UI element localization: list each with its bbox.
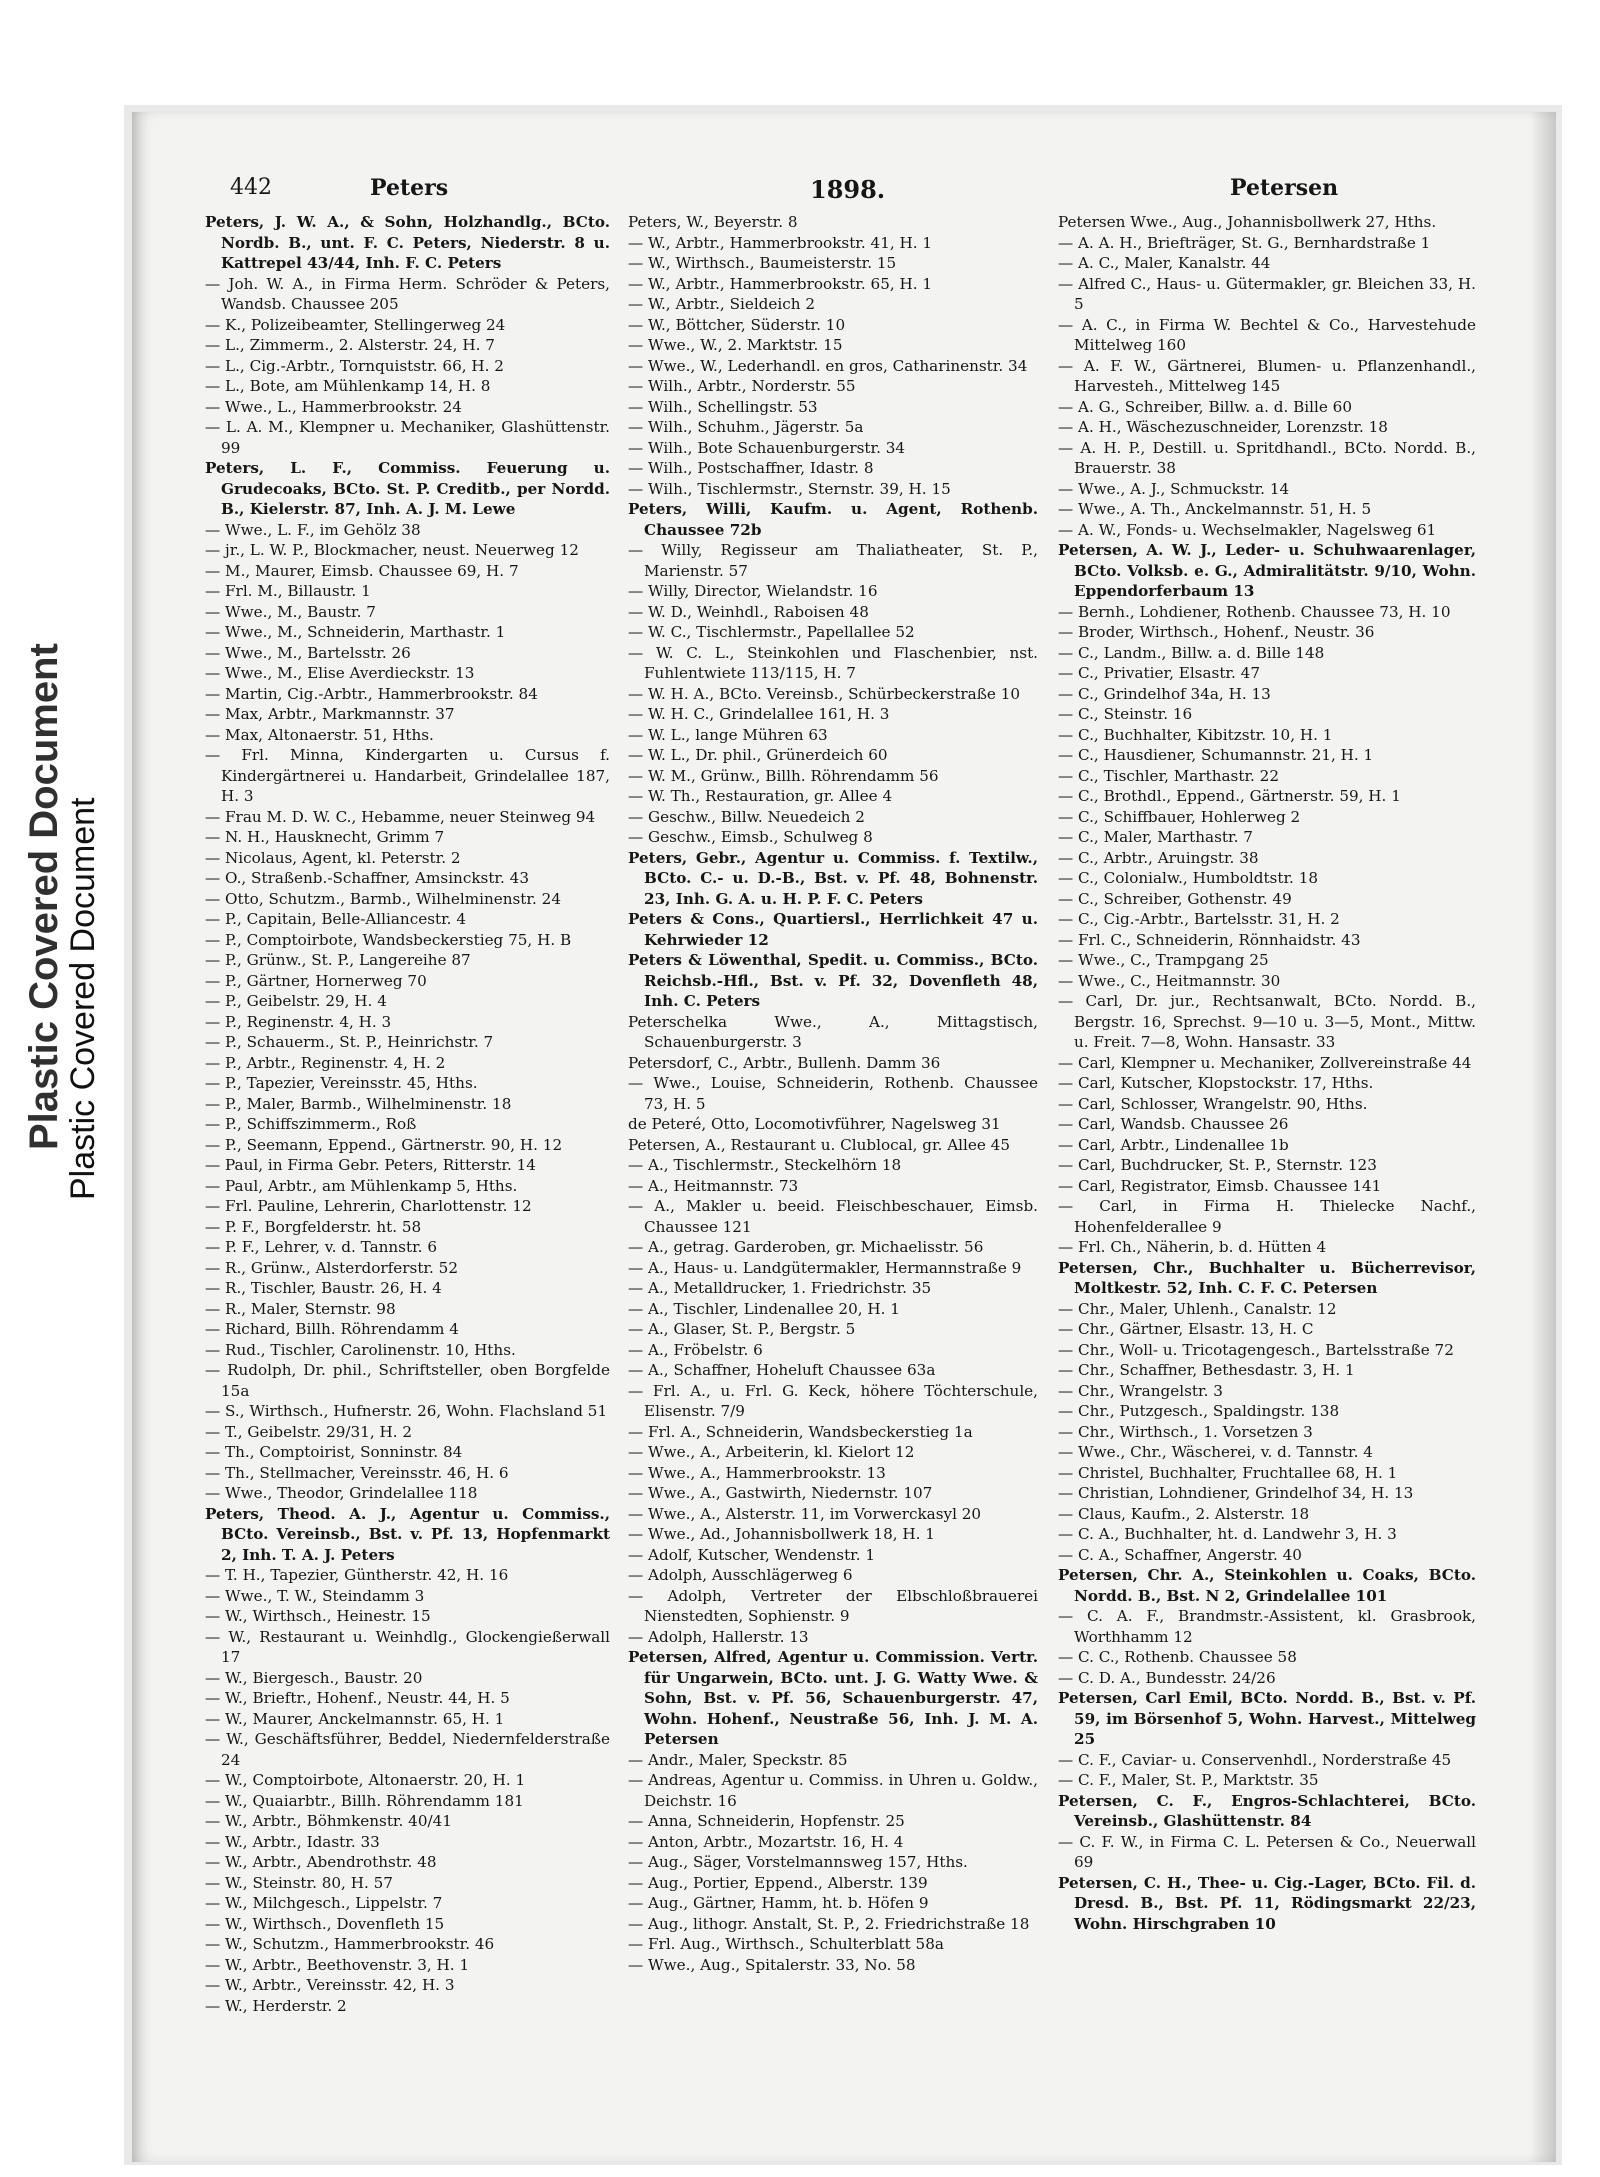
directory-entry: — R., Grünw., Alsterdorferstr. 52: [205, 1258, 459, 1277]
directory-entry: — C., Steinstr. 16: [1058, 705, 1193, 723]
directory-entry: — R., Tischler, Baustr. 26, H. 4: [205, 1279, 442, 1297]
directory-entry: — Carl, Klempner u. Mechaniker, Zollvereinstraße 44: [1058, 1053, 1472, 1072]
directory-entry: — C., Hausdiener, Schumannstr. 21, H. 1: [1058, 746, 1374, 764]
directory-entry: — P., Maler, Barmb., Wilhelminenstr. 18: [205, 1094, 512, 1113]
directory-entry: — Christian, Lohndiener, Grindelhof 34, H. 13: [1058, 1484, 1414, 1502]
directory-entry: — W., Arbtr., Hammerbrookstr. 65, H. 1: [628, 274, 933, 293]
directory-entry: — W., Arbtr., Hammerbrookstr. 41, H. 1: [628, 233, 933, 252]
directory-entry: — Wwe., Louise, Schneiderin, Rothenb. Chaussee 73, H. 5: [628, 1074, 1038, 1113]
directory-entry: — Rudolph, Dr. phil., Schriftsteller, oben Borgfelde 15a: [205, 1361, 610, 1400]
directory-entry: — P., Seemann, Eppend., Gärtnerstr. 90, H. 12: [205, 1135, 563, 1154]
directory-entry: — Aug., Säger, Vorstelmannsweg 157, Hths.: [628, 1853, 968, 1871]
directory-entry: — R., Maler, Sternstr. 98: [205, 1299, 396, 1318]
directory-entry: — Adolph, Vertreter der Elbschloßbrauerei Nienstedten, Sophienstr. 9: [628, 1586, 1038, 1625]
directory-entry: — P., Arbtr., Reginenstr. 4, H. 2: [205, 1053, 446, 1072]
directory-entry: — Wwe., M., Schneiderin, Marthastr. 1: [205, 623, 506, 641]
directory-entry: — W., Arbtr., Sieldeich 2: [628, 295, 816, 313]
directory-entry: — A., Schaffner, Hoheluft Chaussee 63a: [628, 1361, 936, 1379]
directory-entry: — W., Milchgesch., Lippelstr. 7: [205, 1894, 443, 1912]
directory-entry: — W., Biergesch., Baustr. 20: [205, 1668, 423, 1687]
directory-entry: — Wwe., M., Bartelsstr. 26: [205, 643, 411, 662]
directory-entry: — C., Schiffbauer, Hohlerweg 2: [1058, 807, 1301, 826]
directory-entry: — A. C., Maler, Kanalstr. 44: [1058, 254, 1271, 272]
directory-entry: — C. A., Schaffner, Angerstr. 40: [1058, 1545, 1302, 1564]
directory-entry: — W., Restaurant u. Weinhdlg., Glockengießerwall 17: [205, 1627, 610, 1666]
directory-entry: — A., Metalldrucker, 1. Friedrichstr. 35: [628, 1279, 932, 1297]
directory-entry: — W. Th., Restauration, gr. Allee 4: [628, 787, 893, 805]
directory-entry: — Wwe., Ad., Johannisbollwerk 18, H. 1: [628, 1525, 935, 1543]
directory-entry: — P., Geibelstr. 29, H. 4: [205, 992, 387, 1010]
directory-entry: — Wwe., T. W., Steindamm 3: [205, 1586, 425, 1605]
directory-entry: — C., Schreiber, Gothenstr. 49: [1058, 889, 1292, 908]
directory-entry: — A., Makler u. beeid. Fleischbeschauer, Eimsb. Chaussee 121: [628, 1197, 1038, 1236]
directory-entry: — P., Capitain, Belle-Alliancestr. 4: [205, 910, 467, 928]
directory-entry: Petersen, A., Restaurant u. Clublocal, gr. Allee 45: [628, 1135, 1010, 1154]
running-head: [230, 175, 1360, 205]
directory-entry: — Wilh., Schellingstr. 53: [628, 397, 818, 416]
directory-entry: — Wwe., L. F., im Gehölz 38: [205, 520, 421, 539]
directory-entry: — C., Buchhalter, Kibitzstr. 10, H. 1: [1058, 725, 1333, 744]
directory-entry: — Andr., Maler, Speckstr. 85: [628, 1750, 848, 1769]
directory-entry: — W. L., lange Mühren 63: [628, 725, 828, 744]
directory-entry: — Carl, in Firma H. Thielecke Nachf., Hohenfelderallee 9: [1058, 1197, 1476, 1236]
directory-entry: — W. C. L., Steinkohlen und Flaschenbier, nst. Fuhlentwiete 113/115, H. 7: [628, 643, 1038, 682]
directory-entry: — P. F., Borgfelderstr. ht. 58: [205, 1217, 422, 1236]
directory-entry: — W., Steinstr. 80, H. 57: [205, 1873, 393, 1892]
directory-entry: — Wwe., A., Hammerbrookstr. 13: [628, 1463, 886, 1482]
directory-entry: — Frl. Ch., Näherin, b. d. Hütten 4: [1058, 1238, 1327, 1256]
directory-entry: Peters & Löwenthal, Spedit. u. Commiss., BCto. Reichsb.-Hfl., Bst. v. Pf. 32, Dovenfleth 48, Inh. C. Peters: [628, 951, 1038, 1010]
directory-entry: — W., Brieftr., Hohenf., Neustr. 44, H. 5: [205, 1689, 510, 1707]
directory-entry: Petersen, A. W. J., Leder- u. Schuhwaarenlager, BCto. Volksb. e. G., Admiralitätstr. 9/10, Wohn. Eppendorferbaum 13: [1058, 541, 1476, 600]
directory-entry: — Carl, Registrator, Eimsb. Chaussee 141: [1058, 1176, 1382, 1195]
directory-entry: — W. M., Grünw., Billh. Röhrendamm 56: [628, 766, 939, 785]
directory-entry: — N. H., Hausknecht, Grimm 7: [205, 828, 445, 846]
directory-entry: — P., Grünw., St. P., Langereihe 87: [205, 951, 471, 969]
directory-entry: Peters, Theod. A. J., Agentur u. Commiss., BCto. Vereinsb., Bst. v. Pf. 13, Hopfenmarkt 2, Inh. T. A. J. Peters: [205, 1504, 610, 1564]
directory-entry: — Adolph, Ausschlägerweg 6: [628, 1566, 853, 1584]
directory-entry: — A. H., Wäschezuschneider, Lorenzstr. 18: [1058, 418, 1388, 436]
directory-entry: — A. G., Schreiber, Billw. a. d. Bille 60: [1058, 397, 1353, 416]
directory-entry: — Carl, Kutscher, Klopstockstr. 17, Hths.: [1058, 1074, 1374, 1092]
directory-entry: — Th., Stellmacher, Vereinsstr. 46, H. 6: [205, 1463, 509, 1482]
directory-entry: — K., Polizeibeamter, Stellingerweg 24: [205, 315, 506, 334]
directory-entry: — Frl. M., Billaustr. 1: [205, 582, 371, 600]
directory-entry: — Wilh., Schuhm., Jägerstr. 5a: [628, 418, 864, 436]
directory-entry: — C. F., Caviar- u. Conservenhdl., Norderstraße 45: [1058, 1750, 1452, 1769]
directory-entry: — Wwe., W., Lederhandl. en gros, Catharinenstr. 34: [628, 356, 1028, 375]
directory-entry: — S., Wirthsch., Hufnerstr. 26, Wohn. Flachsland 51: [205, 1402, 608, 1420]
directory-entry: — Anna, Schneiderin, Hopfenstr. 25: [628, 1812, 905, 1830]
directory-entry: — A. F. W., Gärtnerei, Blumen- u. Pflanzenhandl., Harvesteh., Mittelweg 145: [1058, 356, 1476, 395]
directory-entry: — W. C., Tischlermstr., Papellallee 52: [628, 623, 915, 641]
directory-entry: — Chr., Gärtner, Elsastr. 13, H. C: [1058, 1320, 1314, 1338]
directory-entry: — C., Brothdl., Eppend., Gärtnerstr. 59, H. 1: [1058, 787, 1401, 805]
directory-entry: — Christel, Buchhalter, Fruchtallee 68, H. 1: [1058, 1463, 1398, 1482]
directory-entry: — Joh. W. A., in Firma Herm. Schröder & Peters, Wandsb. Chaussee 205: [205, 274, 610, 313]
directory-entry: Peters, Gebr., Agentur u. Commiss. f. Textilw., BCto. C.- u. D.-B., Bst. v. Pf. 48, Bohnenstr. 23, Inh. G. A. u. H. P. F. C. Peters: [628, 848, 1038, 908]
directory-entry: — W., Arbtr., Vereinsstr. 42, H. 3: [205, 1976, 455, 1994]
directory-entry: — A., Tischlermstr., Steckelhörn 18: [628, 1156, 902, 1174]
directory-entry: — P., Gärtner, Hornerweg 70: [205, 971, 427, 990]
directory-entry: — Frl. Minna, Kindergarten u. Cursus f. Kindergärtnerei u. Handarbeit, Grindelallee 187, H. 3: [205, 746, 610, 805]
directory-entry: — W., Wirthsch., Dovenfleth 15: [205, 1914, 445, 1933]
directory-entry: — A. A. H., Briefträger, St. G., Bernhardstraße 1: [1058, 233, 1431, 252]
directory-entry: — C., Landm., Billw. a. d. Bille 148: [1058, 643, 1325, 662]
directory-entry: — Andreas, Agentur u. Commiss. in Uhren u. Goldw., Deichstr. 16: [628, 1771, 1038, 1810]
directory-entry: — W., Wirthsch., Heinestr. 15: [205, 1607, 431, 1625]
directory-entry: Peterschelka Wwe., A., Mittagstisch, Schauenburgerstr. 3: [628, 1012, 1038, 1051]
directory-entry: — Wilh., Bote Schauenburgerstr. 34: [628, 438, 906, 457]
directory-entry: — Wwe., C., Heitmannstr. 30: [1058, 971, 1281, 990]
directory-entry: — Wwe., Chr., Wäscherei, v. d. Tannstr. 4: [1058, 1443, 1373, 1461]
directory-entry: Peters, W., Beyerstr. 8: [628, 213, 798, 231]
directory-entry: — Geschw., Billw. Neuedeich 2: [628, 807, 865, 826]
directory-entry: — Adolf, Kutscher, Wendenstr. 1: [628, 1545, 876, 1564]
directory-entry: — W., Wirthsch., Baumeisterstr. 15: [628, 254, 897, 272]
directory-entry: — Wwe., M., Elise Averdieckstr. 13: [205, 664, 475, 682]
directory-entry: — P., Comptoirbote, Wandsbeckerstieg 75, H. B: [205, 930, 572, 949]
directory-entry: — Rud., Tischler, Carolinenstr. 10, Hths.: [205, 1340, 516, 1359]
directory-entry: — O., Straßenb.-Schaffner, Amsinckstr. 43: [205, 869, 530, 887]
directory-entry: — C. A., Buchhalter, ht. d. Landwehr 3, H. 3: [1058, 1525, 1397, 1543]
cover-strip: [0, 0, 118, 2177]
directory-entry: — Frau M. D. W. C., Hebamme, neuer Steinweg 94: [205, 807, 596, 826]
directory-entry: — Chr., Schaffner, Bethesdastr. 3, H. 1: [1058, 1361, 1355, 1379]
directory-entry: — Paul, in Firma Gebr. Peters, Ritterstr. 14: [205, 1156, 536, 1174]
directory-entry: — L., Zimmerm., 2. Alsterstr. 24, H. 7: [205, 336, 495, 354]
directory-entry: — Frl. Aug., Wirthsch., Schulterblatt 58a: [628, 1935, 944, 1953]
directory-entry: — Max, Arbtr., Markmannstr. 37: [205, 705, 455, 723]
directory-entry: — Wwe., A. Th., Anckelmannstr. 51, H. 5: [1058, 500, 1372, 518]
directory-entry: — Alfred C., Haus- u. Gütermakler, gr. Bleichen 33, H. 5: [1058, 274, 1476, 313]
directory-entry: — Frl. A., Schneiderin, Wandsbeckerstieg 1a: [628, 1422, 973, 1441]
directory-entry: Petersdorf, C., Arbtr., Bullenh. Damm 36: [628, 1053, 941, 1072]
directory-entry: — A. W., Fonds- u. Wechselmakler, Nagelsweg 61: [1058, 520, 1437, 539]
directory-entry: Petersen, Carl Emil, BCto. Nordd. B., Bst. v. Pf. 59, im Börsenhof 5, Wohn. Harvest., Mittelweg 25: [1058, 1689, 1476, 1748]
directory-entry: — jr., L. W. P., Blockmacher, neust. Neuerweg 12: [205, 541, 579, 559]
directory-entry: — A., getrag. Garderoben, gr. Michaelisstr. 56: [628, 1238, 984, 1256]
directory-entry: — Aug., Portier, Eppend., Alberstr. 139: [628, 1873, 928, 1892]
directory-entry: — Carl, Schlosser, Wrangelstr. 90, Hths.: [1058, 1094, 1368, 1113]
directory-entry: — M., Maurer, Eimsb. Chaussee 69, H. 7: [205, 561, 519, 580]
directory-entry: Petersen, Chr. A., Steinkohlen u. Coaks, BCto. Nordd. B., Bst. N 2, Grindelallee 101: [1058, 1566, 1476, 1605]
directory-entry: — Th., Comptoirist, Sonninstr. 84: [205, 1443, 463, 1461]
directory-entry: — Frl. A., u. Frl. G. Keck, höhere Töchterschule, Elisenstr. 7/9: [628, 1381, 1038, 1420]
directory-entry: — Martin, Cig.-Arbtr., Hammerbrookstr. 84: [205, 684, 538, 703]
directory-entry: — C., Privatier, Elsastr. 47: [1058, 664, 1261, 682]
directory-entry: — C., Cig.-Arbtr., Bartelsstr. 31, H. 2: [1058, 910, 1340, 928]
directory-entry: — P., Schiffszimmerm., Roß: [205, 1115, 417, 1133]
directory-entry: — Frl. Pauline, Lehrerin, Charlottenstr. 12: [205, 1197, 532, 1215]
directory-entry: — P., Tapezier, Vereinsstr. 45, Hths.: [205, 1074, 478, 1092]
directory-entry: — Carl, Wandsb. Chaussee 26: [1058, 1115, 1289, 1133]
directory-entry: — Max, Altonaerstr. 51, Hths.: [205, 725, 434, 744]
directory-entry: — W., Quaiarbtr., Billh. Röhrendamm 181: [205, 1791, 524, 1810]
directory-entry: — W. H. C., Grindelallee 161, H. 3: [628, 705, 890, 723]
directory-entry: — Otto, Schutzm., Barmb., Wilhelminenstr. 24: [205, 889, 561, 908]
directory-entry: — T. H., Tapezier, Güntherstr. 42, H. 16: [205, 1566, 509, 1584]
directory-entry: — P., Schauerm., St. P., Heinrichstr. 7: [205, 1033, 494, 1051]
directory-entry: — Chr., Maler, Uhlenh., Canalstr. 12: [1058, 1299, 1337, 1318]
directory-entry: — Aug., Gärtner, Hamm, ht. b. Höfen 9: [628, 1894, 929, 1912]
directory-entry: — Willy, Director, Wielandstr. 16: [628, 582, 878, 600]
left-keyword: Peters: [370, 175, 449, 201]
directory-entry: — W., Maurer, Anckelmannstr. 65, H. 1: [205, 1709, 505, 1728]
directory-entry: — C. A. F., Brandmstr.-Assistent, kl. Grasbrook, Worthhamm 12: [1058, 1607, 1476, 1646]
directory-entry: Petersen, C. F., Engros-Schlachterei, BCto. Vereinsb., Glashüttenstr. 84: [1058, 1791, 1476, 1830]
directory-entry: — Richard, Billh. Röhrendamm 4: [205, 1320, 459, 1338]
directory-entry: — Chr., Woll- u. Tricotagengesch., Bartelsstraße 72: [1058, 1340, 1454, 1359]
directory-entry: — A. C., in Firma W. Bechtel & Co., Harvestehude Mittelweg 160: [1058, 315, 1476, 354]
directory-entry: de Peteré, Otto, Locomotivführer, Nagelsweg 31: [628, 1115, 1001, 1133]
directory-entry: — Bernh., Lohdiener, Rothenb. Chaussee 73, H. 10: [1058, 602, 1451, 621]
directory-entry: — Wwe., A. J., Schmuckstr. 14: [1058, 479, 1290, 498]
directory-entry: — A., Fröbelstr. 6: [628, 1340, 763, 1359]
right-keyword: Petersen: [1230, 175, 1339, 201]
directory-entry: — Wwe., W., 2. Marktstr. 15: [628, 336, 843, 354]
cover-label: Plastic Covered Document: [64, 797, 102, 1200]
directory-entry: Peters & Cons., Quartiersl., Herrlichkeit 47 u. Kehrwieder 12: [628, 910, 1038, 949]
directory-entry: — Chr., Putzgesch., Spaldingstr. 138: [1058, 1402, 1340, 1420]
directory-entry: — Anton, Arbtr., Mozartstr. 16, H. 4: [628, 1832, 904, 1851]
directory-entry: — C. F., Maler, St. P., Marktstr. 35: [1058, 1771, 1319, 1789]
directory-entry: — A., Heitmannstr. 73: [628, 1176, 799, 1195]
directory-entry: — Geschw., Eimsb., Schulweg 8: [628, 828, 873, 846]
directory-entry: — W., Schutzm., Hammerbrookstr. 46: [205, 1935, 495, 1953]
page-number: 442: [230, 175, 272, 200]
directory-entry: — Broder, Wirthsch., Hohenf., Neustr. 36: [1058, 623, 1375, 641]
directory-entry: — C. C., Rothenb. Chaussee 58: [1058, 1648, 1297, 1666]
directory-entry: — Frl. C., Schneiderin, Rönnhaidstr. 43: [1058, 930, 1361, 949]
directory-entry: — Wwe., C., Trampgang 25: [1058, 951, 1269, 969]
directory-entry: — Claus, Kaufm., 2. Alsterstr. 18: [1058, 1504, 1310, 1523]
directory-entry: — C., Arbtr., Aruingstr. 38: [1058, 848, 1259, 867]
directory-entry: — A. H. P., Destill. u. Spritdhandl., BCto. Nordd. B., Brauerstr. 38: [1058, 438, 1476, 477]
directory-entry: Petersen, Alfred, Agentur u. Commission. Vertr. für Ungarwein, BCto. unt. J. G. Watty Wwe. & Sohn, Bst. v. Pf. 56, Schauenburgerstr. 47, Wohn. Hohenf., Neustraße 56, Inh. J. M. A. Petersen: [628, 1648, 1038, 1748]
directory-entry: — Wwe., Aug., Spitalerstr. 33, No. 58: [628, 1955, 916, 1974]
directory-entry: — Wwe., A., Gastwirth, Niedernstr. 107: [628, 1484, 933, 1502]
column-1: [205, 212, 610, 2016]
directory-entry: — W., Arbtr., Abendrothstr. 48: [205, 1853, 437, 1871]
directory-entry: — L. A. M., Klempner u. Mechaniker, Glashüttenstr. 99: [205, 418, 610, 457]
directory-entry: — L., Bote, am Mühlenkamp 14, H. 8: [205, 377, 491, 395]
directory-entry: — W., Herderstr. 2: [205, 1996, 347, 2015]
directory-entry: — W., Arbtr., Beethovenstr. 3, H. 1: [205, 1955, 470, 1974]
column-2: [628, 212, 1038, 1975]
directory-entry: — T., Geibelstr. 29/31, H. 2: [205, 1422, 413, 1441]
directory-entry: — Wilh., Postschaffner, Idastr. 8: [628, 459, 874, 477]
directory-entry: — Nicolaus, Agent, kl. Peterstr. 2: [205, 848, 461, 867]
directory-entry: Peters, L. F., Commiss. Feuerung u. Grudecoaks, BCto. St. P. Creditb., per Nordd. B., Kielerstr. 87, Inh. A. J. M. Lewe: [205, 459, 610, 518]
directory-entry: — Paul, Arbtr., am Mühlenkamp 5, Hths.: [205, 1176, 518, 1195]
directory-entry: — W. H. A., BCto. Vereinsb., Schürbeckerstraße 10: [628, 684, 1021, 703]
directory-entry: Petersen Wwe., Aug., Johannisbollwerk 27, Hths.: [1058, 213, 1437, 231]
directory-entry: — L., Cig.-Arbtr., Tornquiststr. 66, H. 2: [205, 356, 504, 375]
directory-entry: — W., Comptoirbote, Altonaerstr. 20, H. 1: [205, 1771, 526, 1789]
directory-entry: — Wilh., Arbtr., Norderstr. 55: [628, 377, 856, 395]
directory-entry: — Wilh., Tischlermstr., Sternstr. 39, H. 15: [628, 479, 951, 498]
column-3: [1058, 212, 1476, 1934]
cover-label-ghost: Plastic Covered Document: [22, 643, 66, 1150]
directory-entry: — Wwe., A., Alsterstr. 11, im Vorwerckasyl 20: [628, 1504, 982, 1523]
directory-entry: — W., Geschäftsführer, Beddel, Niedernfelderstraße 24: [205, 1730, 610, 1769]
directory-entry: — W., Arbtr., Idastr. 33: [205, 1832, 380, 1851]
directory-entry: Peters, Willi, Kaufm. u. Agent, Rothenb. Chaussee 72b: [628, 500, 1038, 539]
directory-entry: — Aug., lithogr. Anstalt, St. P., 2. Friedrichstraße 18: [628, 1914, 1030, 1933]
directory-entry: Peters, J. W. A., & Sohn, Holzhandlg., BCto. Nordb. B., unt. F. C. Peters, Niederstr. 8 u. Kattrepel 43/44, Inh. F. C. Peters: [205, 213, 610, 272]
directory-entry: — Wwe., Theodor, Grindelallee 118: [205, 1484, 478, 1502]
directory-entry: — C., Maler, Marthastr. 7: [1058, 828, 1253, 846]
directory-entry: — W. L., Dr. phil., Grünerdeich 60: [628, 746, 888, 764]
directory-entry: — Carl, Arbtr., Lindenallee 1b: [1058, 1135, 1289, 1154]
directory-entry: — Willy, Regisseur am Thaliatheater, St. P., Marienstr. 57: [628, 541, 1038, 580]
directory-entry: — Chr., Wrangelstr. 3: [1058, 1381, 1223, 1400]
directory-entry: — W., Böttcher, Süderstr. 10: [628, 315, 846, 334]
directory-entry: — C., Tischler, Marthastr. 22: [1058, 766, 1280, 785]
directory-entry: — Wwe., M., Baustr. 7: [205, 602, 376, 621]
directory-entry: — W., Arbtr., Böhmkenstr. 40/41: [205, 1812, 452, 1830]
year-heading: 1898.: [810, 175, 886, 204]
directory-entry: — Carl, Dr. jur., Rechtsanwalt, BCto. Nordd. B., Bergstr. 16, Sprechst. 9—10 u. 3—5, Mont., Mittw. u. Freit. 7—8, Wohn. Hansastr. 33: [1058, 992, 1476, 1051]
directory-entry: — A., Glaser, St. P., Bergstr. 5: [628, 1320, 856, 1338]
directory-entry: — Chr., Wirthsch., 1. Vorsetzen 3: [1058, 1422, 1313, 1441]
directory-entry: — C. D. A., Bundesstr. 24/26: [1058, 1668, 1276, 1687]
directory-entry: — Wwe., L., Hammerbrookstr. 24: [205, 397, 462, 416]
directory-entry: — P., Reginenstr. 4, H. 3: [205, 1012, 392, 1031]
directory-entry: — C. F. W., in Firma C. L. Petersen & Co., Neuerwall 69: [1058, 1832, 1476, 1871]
directory-entry: — Adolph, Hallerstr. 13: [628, 1627, 809, 1646]
directory-entry: — W. D., Weinhdl., Raboisen 48: [628, 602, 869, 621]
directory-entry: — A., Haus- u. Landgütermakler, Hermannstraße 9: [628, 1258, 1022, 1277]
directory-entry: Petersen, Chr., Buchhalter u. Bücherrevisor, Moltkestr. 52, Inh. C. F. C. Petersen: [1058, 1258, 1476, 1297]
directory-entry: — Carl, Buchdrucker, St. P., Sternstr. 123: [1058, 1156, 1377, 1174]
directory-entry: — Wwe., A., Arbeiterin, kl. Kielort 12: [628, 1443, 915, 1461]
directory-entry: — C., Colonialw., Humboldtstr. 18: [1058, 869, 1319, 887]
directory-entry: — P. F., Lehrer, v. d. Tannstr. 6: [205, 1238, 437, 1256]
directory-entry: — A., Tischler, Lindenallee 20, H. 1: [628, 1299, 900, 1318]
directory-entry: — C., Grindelhof 34a, H. 13: [1058, 684, 1271, 703]
directory-entry: Petersen, C. H., Thee- u. Cig.-Lager, BCto. Fil. d. Dresd. B., Bst. Pf. 11, Rödingsmarkt 22/23, Wohn. Hirschgraben 10: [1058, 1873, 1476, 1933]
